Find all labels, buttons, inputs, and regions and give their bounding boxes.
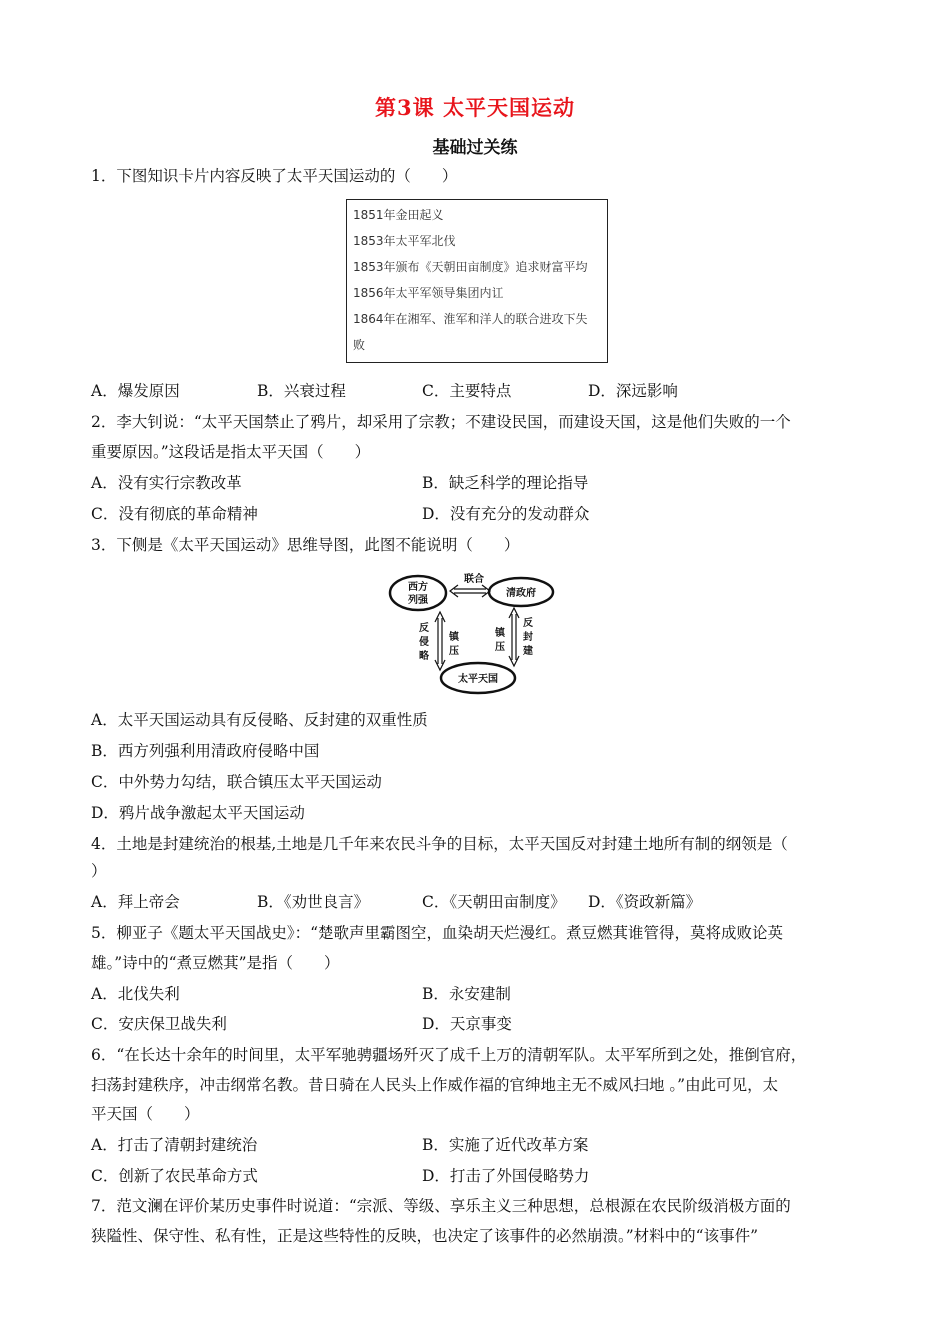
card-line: 1864年在湘军、淮军和洋人的联合进攻下失: [353, 312, 588, 326]
label-suppress-right-2: 压: [495, 642, 505, 653]
q4-option-a: A．拜上帝会: [91, 893, 180, 911]
q2-option-d: D．没有充分的发动群众: [422, 505, 590, 523]
q5-option-c: C．安庆保卫战失利: [91, 1015, 227, 1033]
q6-option-c: C．创新了农民革命方式: [91, 1167, 258, 1185]
section-subtitle: 基础过关练: [432, 138, 518, 158]
question-5-stem-line1: 5．柳亚子《题太平天国战史》：“楚歌声里霸图空，血染胡天烂漫红。煮豆燃萁谁管得，莫将成败论英: [91, 924, 784, 942]
question-7-stem-line1: 7．范文澜在评价某历史事件时说道：“宗派、等级、享乐主义三种思想，总根源在农民阶级消极方面的: [91, 1197, 791, 1215]
q4-option-d: D．《资政新篇》: [588, 893, 702, 911]
question-2-stem-line1: 2．李大钊说：“太平天国禁止了鸦片，却采用了宗教；不建设民国，而建设天国，这是他们失败的一个: [91, 413, 791, 431]
node-taiping-label: 太平天国: [458, 674, 498, 685]
q6-option-d: D．打击了外国侵略势力: [422, 1167, 590, 1185]
q3-option-c: C．中外势力勾结，联合镇压太平天国运动: [91, 773, 382, 791]
question-2-stem-line2: 重要原因。”这段话是指太平天国（ ）: [91, 443, 371, 461]
lesson-title: 第3课 太平天国运动: [375, 95, 575, 120]
left-vertical-arrow: [435, 612, 445, 670]
label-anti-feudal-2: 封: [523, 632, 533, 643]
q1-option-c: C．主要特点: [422, 382, 512, 400]
q4-option-c: C．《天朝田亩制度》: [422, 893, 566, 911]
card-line: 1856年太平军领导集团内讧: [353, 286, 504, 300]
q5-option-d: D．天京事变: [422, 1015, 512, 1033]
q2-option-c: C．没有彻底的革命精神: [91, 505, 258, 523]
q5-option-a: A．北伐失利: [91, 985, 180, 1003]
label-anti-feudal-1: 反: [523, 618, 533, 629]
label-suppress-left-1: 镇: [449, 632, 459, 643]
node-western-powers-label: 西方: [408, 582, 428, 593]
right-vertical-arrow: [509, 608, 519, 666]
label-alliance: 联合: [464, 574, 484, 585]
question-7-stem-line2: 狭隘性、保守性、私有性，正是这些特性的反映，也决定了该事件的必然崩溃。”材料中的“该事件”: [91, 1227, 759, 1245]
label-suppress-right-1: 镇: [495, 628, 505, 639]
question-6-stem-line2: 扫荡封建秩序，冲击纲常名教。昔日骑在人民头上作威作福的官绅地主无不威风扫地 。”由此可见，太: [91, 1076, 779, 1094]
question-6-stem-line1: 6．“在长达十余年的时间里，太平军驰骋疆场歼灭了成千上万的清朝军队。太平军所到之处，推倒官府，: [91, 1046, 807, 1064]
label-anti-aggression-3: 略: [419, 651, 429, 662]
question-1-stem: 1．下图知识卡片内容反映了太平天国运动的（ ）: [91, 167, 458, 185]
question-6-stem-line3: 平天国（ ）: [91, 1105, 200, 1123]
knowledge-card: [346, 199, 608, 363]
mind-map-diagram: [388, 568, 568, 696]
q3-option-a: A．太平天国运动具有反侵略、反封建的双重性质: [91, 711, 428, 729]
alliance-arrow: [450, 585, 490, 597]
card-line: 1851年金田起义: [353, 208, 444, 222]
q6-option-b: B．实施了近代改革方案: [422, 1136, 589, 1154]
node-western-powers-label2: 列强: [408, 595, 428, 606]
q4-option-b: B．《劝世良言》: [257, 893, 370, 911]
q1-option-b: B．兴衰过程: [257, 382, 346, 400]
node-qing-government-label: 清政府: [506, 588, 536, 599]
card-line: 1853年太平军北伐: [353, 234, 456, 248]
label-anti-aggression-1: 反: [419, 623, 429, 634]
question-5-stem-line2: 雄。”诗中的“煮豆燃萁”是指（ ）: [91, 954, 340, 972]
card-line: 1853年颁布《天朝田亩制度》追求财富平均: [353, 260, 588, 274]
q2-option-a: A．没有实行宗教改革: [91, 474, 242, 492]
q1-option-a: A．爆发原因: [91, 382, 180, 400]
label-anti-feudal-3: 建: [523, 646, 533, 657]
label-anti-aggression-2: 侵: [419, 637, 429, 648]
q3-option-b: B．西方列强利用清政府侵略中国: [91, 742, 320, 760]
q6-option-a: A．打击了清朝封建统治: [91, 1136, 258, 1154]
card-line: 败: [353, 338, 366, 352]
q1-option-d: D．深远影响: [588, 382, 678, 400]
question-4-stem-line1: 4．土地是封建统治的根基,土地是几千年来农民斗争的目标，太平天国反对封建土地所有制的纲领是（: [91, 835, 788, 853]
label-suppress-left-2: 压: [449, 646, 459, 657]
q5-option-b: B．永安建制: [422, 985, 511, 1003]
question-3-stem: 3．下侧是《太平天国运动》思维导图，此图不能说明（ ）: [91, 536, 520, 554]
question-4-stem-line2: ）: [91, 862, 107, 880]
q3-option-d: D．鸦片战争激起太平天国运动: [91, 804, 305, 822]
q2-option-b: B．缺乏科学的理论指导: [422, 474, 589, 492]
